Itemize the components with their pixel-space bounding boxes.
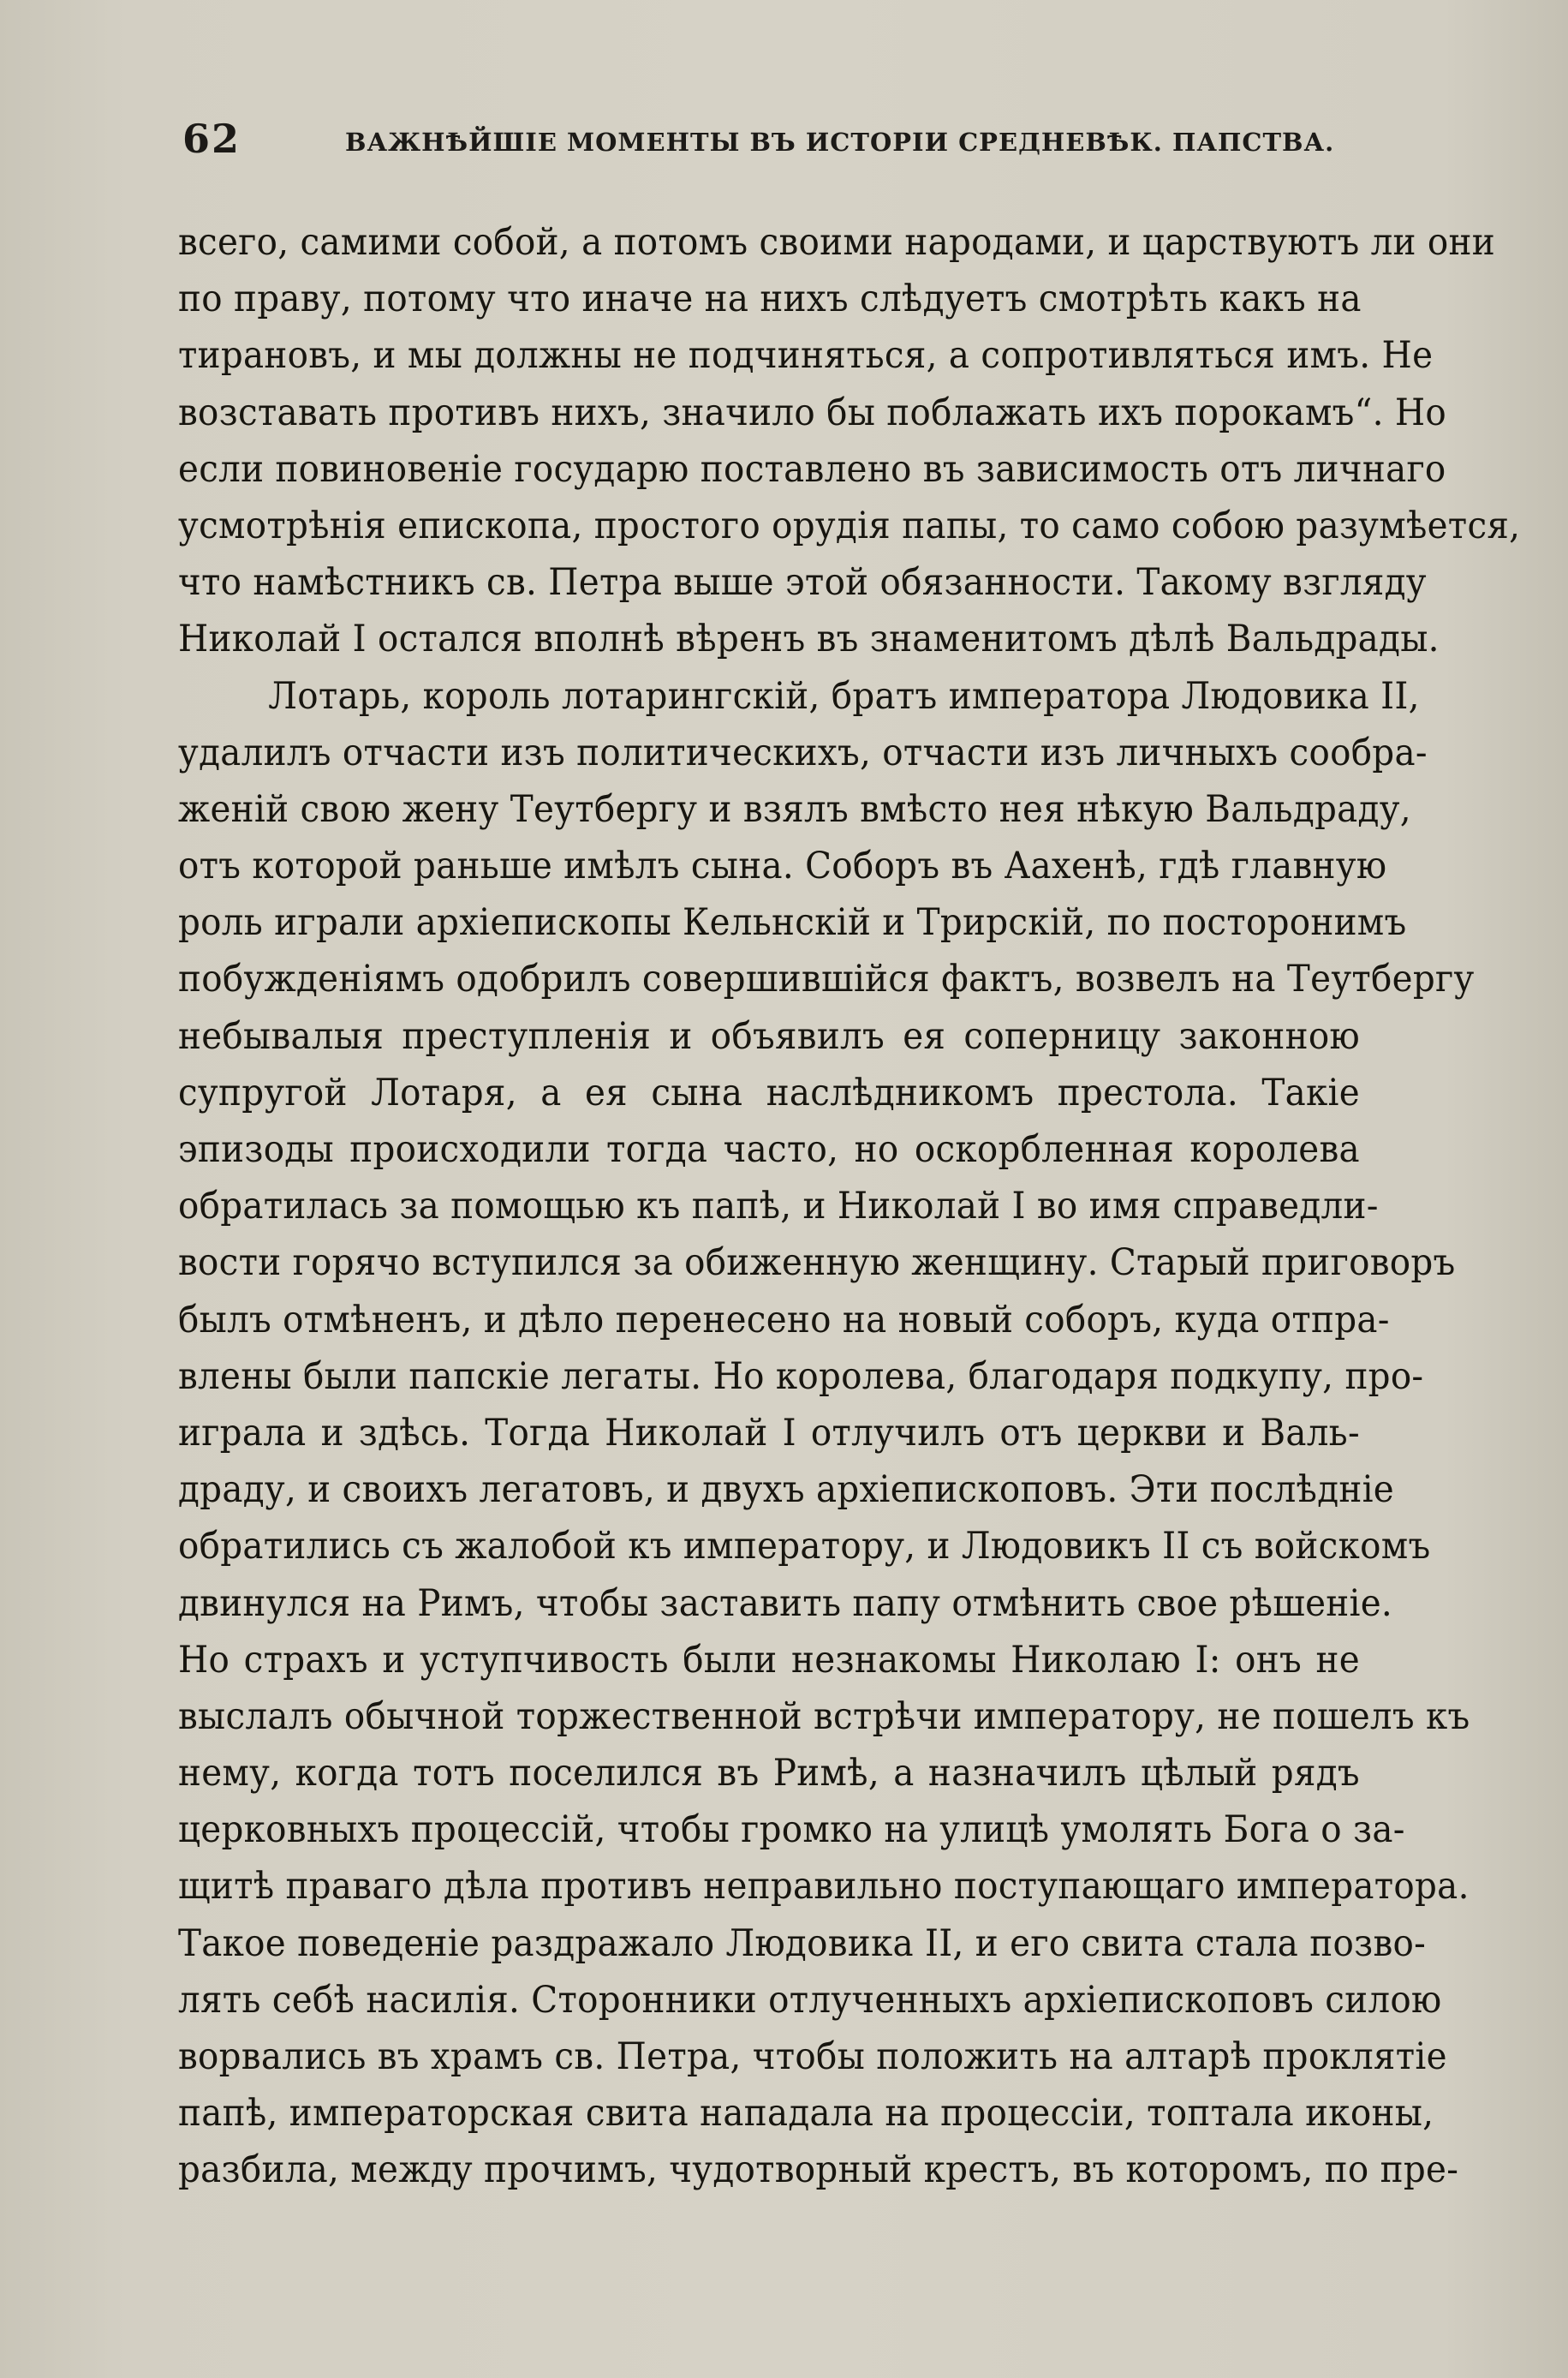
text-line: если повиновеніе государю поставлено въ зависимость отъ личнаго — [178, 447, 1446, 491]
text-line: ворвались въ храмъ св. Петра, чтобы положить на алтарѣ проклятіе — [178, 2035, 1447, 2078]
text-line: обратилась за помощью къ папѣ, и Николай I во имя справедли- — [178, 1185, 1379, 1228]
text-line: двинулся на Римъ, чтобы заставить папу отмѣнить свое рѣшеніе. — [178, 1581, 1393, 1625]
body-text — [178, 214, 1521, 2199]
text-line: усмотрѣнія епископа, простого орудія папы, то само собою разумѣется, — [178, 504, 1521, 547]
text-line: Николай I остался вполнѣ вѣренъ въ знаменитомъ дѣлѣ Вальдрады. — [178, 618, 1440, 661]
text-line: женій свою жену Теутбергу и взялъ вмѣсто нея нѣкую Вальдраду, — [178, 787, 1411, 831]
text-line: побужденіямъ одобрилъ совершившійся фактъ, возвелъ на Теутбергу — [178, 958, 1475, 1001]
text-line: по праву, потому что иначе на нихъ слѣдуетъ смотрѣть какъ на — [178, 278, 1362, 321]
text-line: влены были папскіе легаты. Но королева, благодаря подкупу, про- — [178, 1354, 1424, 1398]
running-head: ВАЖНѢЙШІЕ МОМЕНТЫ ВЪ ИСТОРІИ СРЕДНЕВѢК. ПАПСТВА. — [345, 128, 1335, 157]
paragraph-start-line: Лотарь, король лотарингскій, братъ императора Людовика II, — [268, 674, 1420, 718]
text-line: разбила, между прочимъ, чудотворный крестъ, въ которомъ, по пре- — [178, 2148, 1459, 2192]
text-line: нему, когда тотъ поселился въ Римѣ, а назначилъ цѣлый рядъ — [178, 1752, 1360, 1795]
text-line: церковныхъ процессій, чтобы громко на улицѣ умолять Бога о за- — [178, 1808, 1405, 1852]
text-line: что намѣстникъ св. Петра выше этой обязанности. Такому взгляду — [178, 561, 1427, 605]
text-line: небывалыя преступленія и объявилъ ея соперницу законною — [178, 1014, 1360, 1058]
text-line: супругой Лотаря, а ея сына наслѣдникомъ престола. Такіе — [178, 1071, 1360, 1114]
text-line: вости горячо вступился за обиженную женщину. Старый приговоръ — [178, 1241, 1456, 1285]
text-line: обратились съ жалобой къ императору, и Людовикъ II съ войскомъ — [178, 1525, 1431, 1568]
text-line: щитѣ праваго дѣла противъ неправильно поступающаго императора. — [178, 1865, 1470, 1909]
page-header — [182, 116, 1335, 167]
text-line: папѣ, императорская свита нападала на процессіи, топтала иконы, — [178, 2092, 1434, 2136]
text-line: играла и здѣсь. Тогда Николай I отлучилъ отъ церкви и Валь- — [178, 1411, 1360, 1455]
text-line: Но страхъ и уступчивость были незнакомы Николаю I: онъ не — [178, 1638, 1360, 1682]
text-line: тирановъ, и мы должны не подчиняться, а сопротивляться имъ. Не — [178, 334, 1434, 378]
page-number: 62 — [182, 116, 241, 162]
text-line: выслалъ обычной торжественной встрѣчи императору, не пошелъ къ — [178, 1694, 1470, 1738]
text-line: удалилъ отчасти изъ политическихъ, отчасти изъ личныхъ сообра- — [178, 731, 1428, 774]
text-line: роль играли архіепископы Кельнскій и Трирскій, по посторонимъ — [178, 901, 1407, 945]
text-line: Такое поведеніе раздражало Людовика II, и его свита стала позво- — [178, 1921, 1427, 1965]
text-line: эпизоды происходили тогда часто, но оскорбленная королева — [178, 1128, 1360, 1171]
text-line: всего, самими собой, а потомъ своими народами, и царствуютъ ли они — [178, 221, 1495, 264]
text-line: былъ отмѣненъ, и дѣло перенесено на новый соборъ, куда отпра- — [178, 1298, 1390, 1341]
text-line: драду, и своихъ легатовъ, и двухъ архіепископовъ. Эти послѣдніе — [178, 1468, 1395, 1512]
text-line: возставать противъ нихъ, значило бы поблажать ихъ порокамъ“. Но — [178, 391, 1447, 434]
text-line: отъ которой раньше имѣлъ сына. Соборъ въ Аахенѣ, гдѣ главную — [178, 845, 1387, 888]
text-line: лять себѣ насилія. Сторонники отлученныхъ архіепископовъ силою — [178, 1978, 1442, 2022]
